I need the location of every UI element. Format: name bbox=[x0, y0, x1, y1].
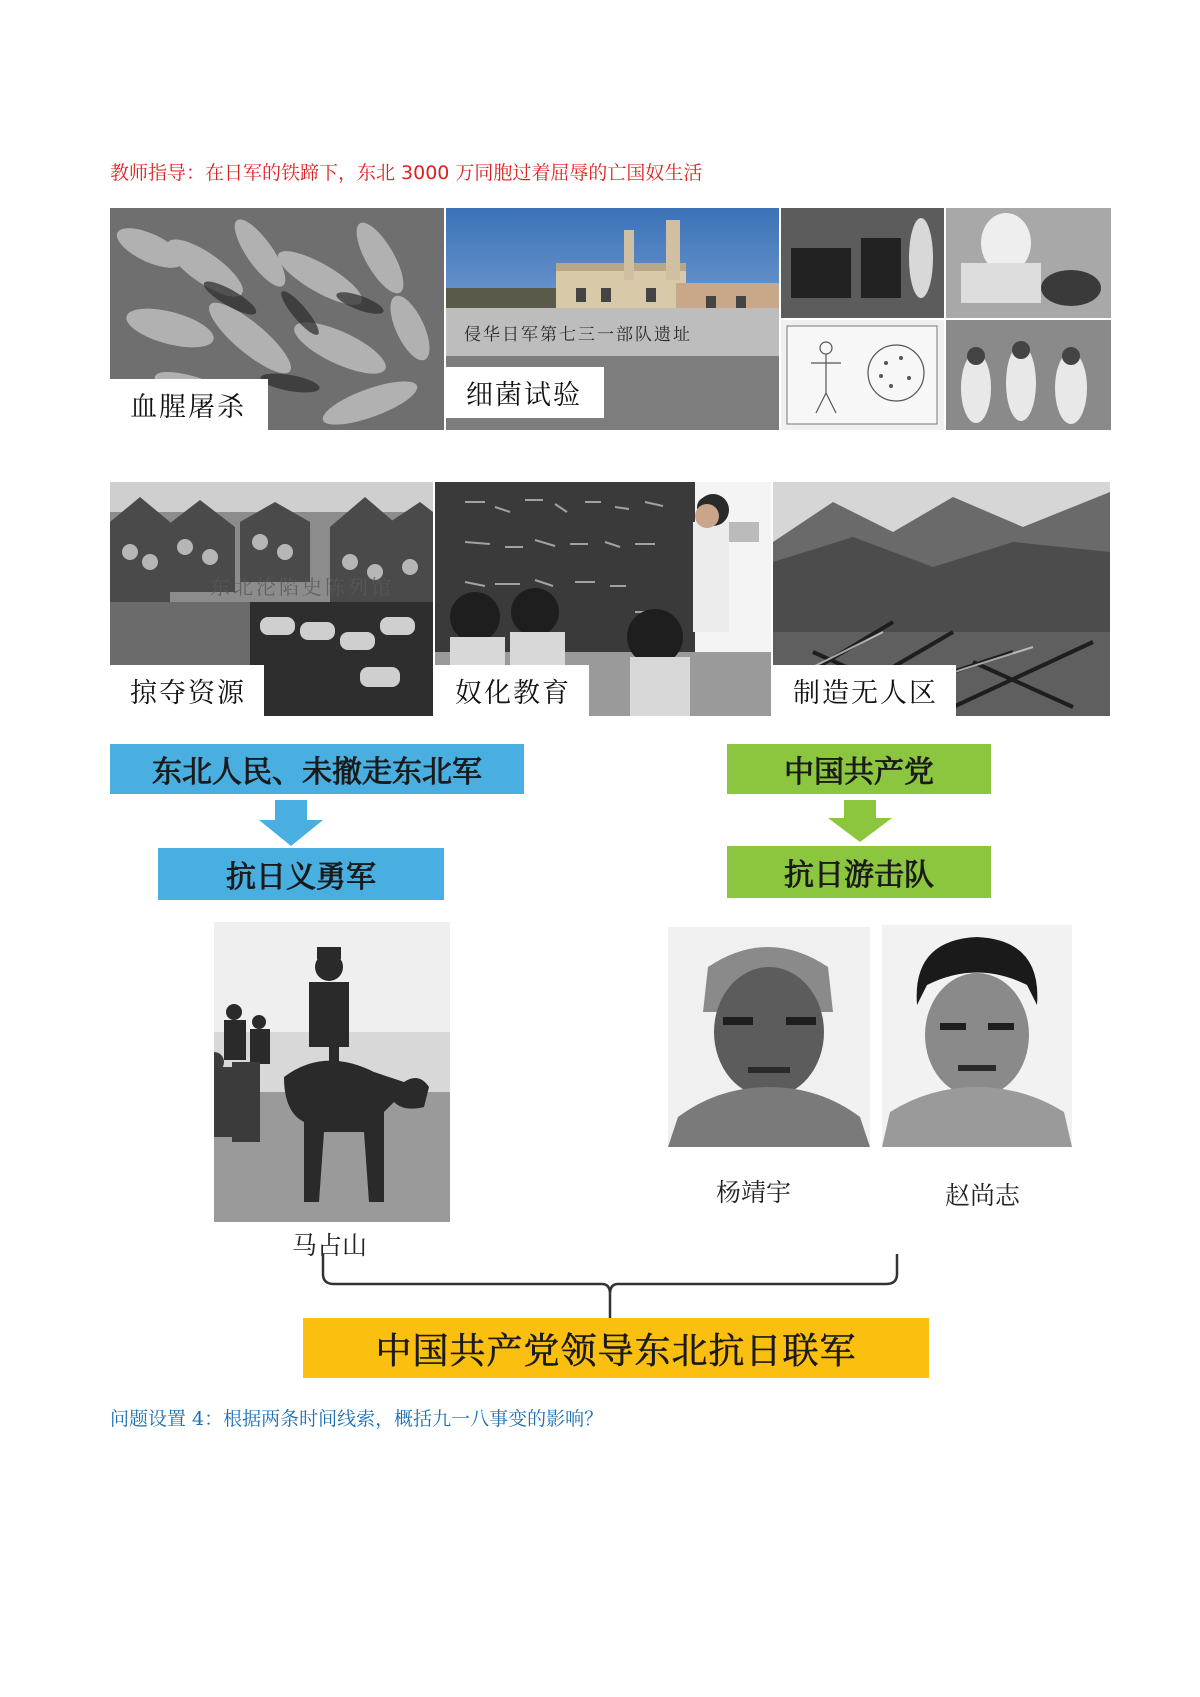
box-anti-japanese-allied-army: 中国共产党领导东北抗日联军 bbox=[303, 1318, 929, 1378]
box-northeast-people: 东北人民、未撤走东北军 bbox=[110, 744, 524, 794]
yang-jingyu-image bbox=[668, 927, 870, 1147]
caption-education: 奴化教育 bbox=[435, 665, 589, 716]
germ-collage-image bbox=[781, 208, 1111, 430]
portrait-ma-zhanshan bbox=[214, 922, 450, 1222]
name-zhao-shangzhi: 赵尚志 bbox=[945, 1181, 1021, 1210]
photo-education bbox=[435, 482, 771, 716]
caption-massacre: 血腥屠杀 bbox=[110, 379, 268, 430]
photo-germ bbox=[446, 208, 779, 430]
germ-sign-text: 侵华日军第七三一部队遗址 bbox=[464, 325, 692, 345]
photo-massacre bbox=[110, 208, 444, 430]
name-ma-zhanshan: 马占山 bbox=[292, 1231, 368, 1260]
box-volunteer-army: 抗日义勇军 bbox=[158, 848, 444, 900]
brace-connector bbox=[320, 1252, 900, 1322]
question-setting: 问题设置 4：根据两条时间线索，概括九一八事变的影响？ bbox=[110, 1408, 604, 1430]
portrait-yang-jingyu bbox=[668, 927, 870, 1147]
photo-noman bbox=[773, 482, 1110, 716]
photo-germ-collage bbox=[781, 208, 1111, 430]
arrow-down-left bbox=[257, 800, 325, 848]
photo-plunder bbox=[110, 482, 433, 716]
box-guerrilla: 抗日游击队 bbox=[727, 846, 991, 898]
plunder-watermark: 东北沦陷史陈列馆 bbox=[210, 575, 394, 599]
name-yang-jingyu: 杨靖宇 bbox=[716, 1178, 792, 1207]
caption-plunder: 掠夺资源 bbox=[110, 665, 264, 716]
arrow-down-right bbox=[826, 800, 894, 844]
portrait-zhao-shangzhi bbox=[882, 925, 1072, 1147]
caption-noman: 制造无人区 bbox=[773, 665, 956, 716]
teacher-guidance: 教师指导：在日军的铁蹄下，东北 3000 万同胞过着屈辱的亡国奴生活 bbox=[110, 162, 703, 184]
box-cpc: 中国共产党 bbox=[727, 744, 991, 794]
ma-zhanshan-image bbox=[214, 922, 450, 1222]
caption-germ: 细菌试验 bbox=[446, 367, 604, 418]
zhao-shangzhi-image bbox=[882, 925, 1072, 1147]
